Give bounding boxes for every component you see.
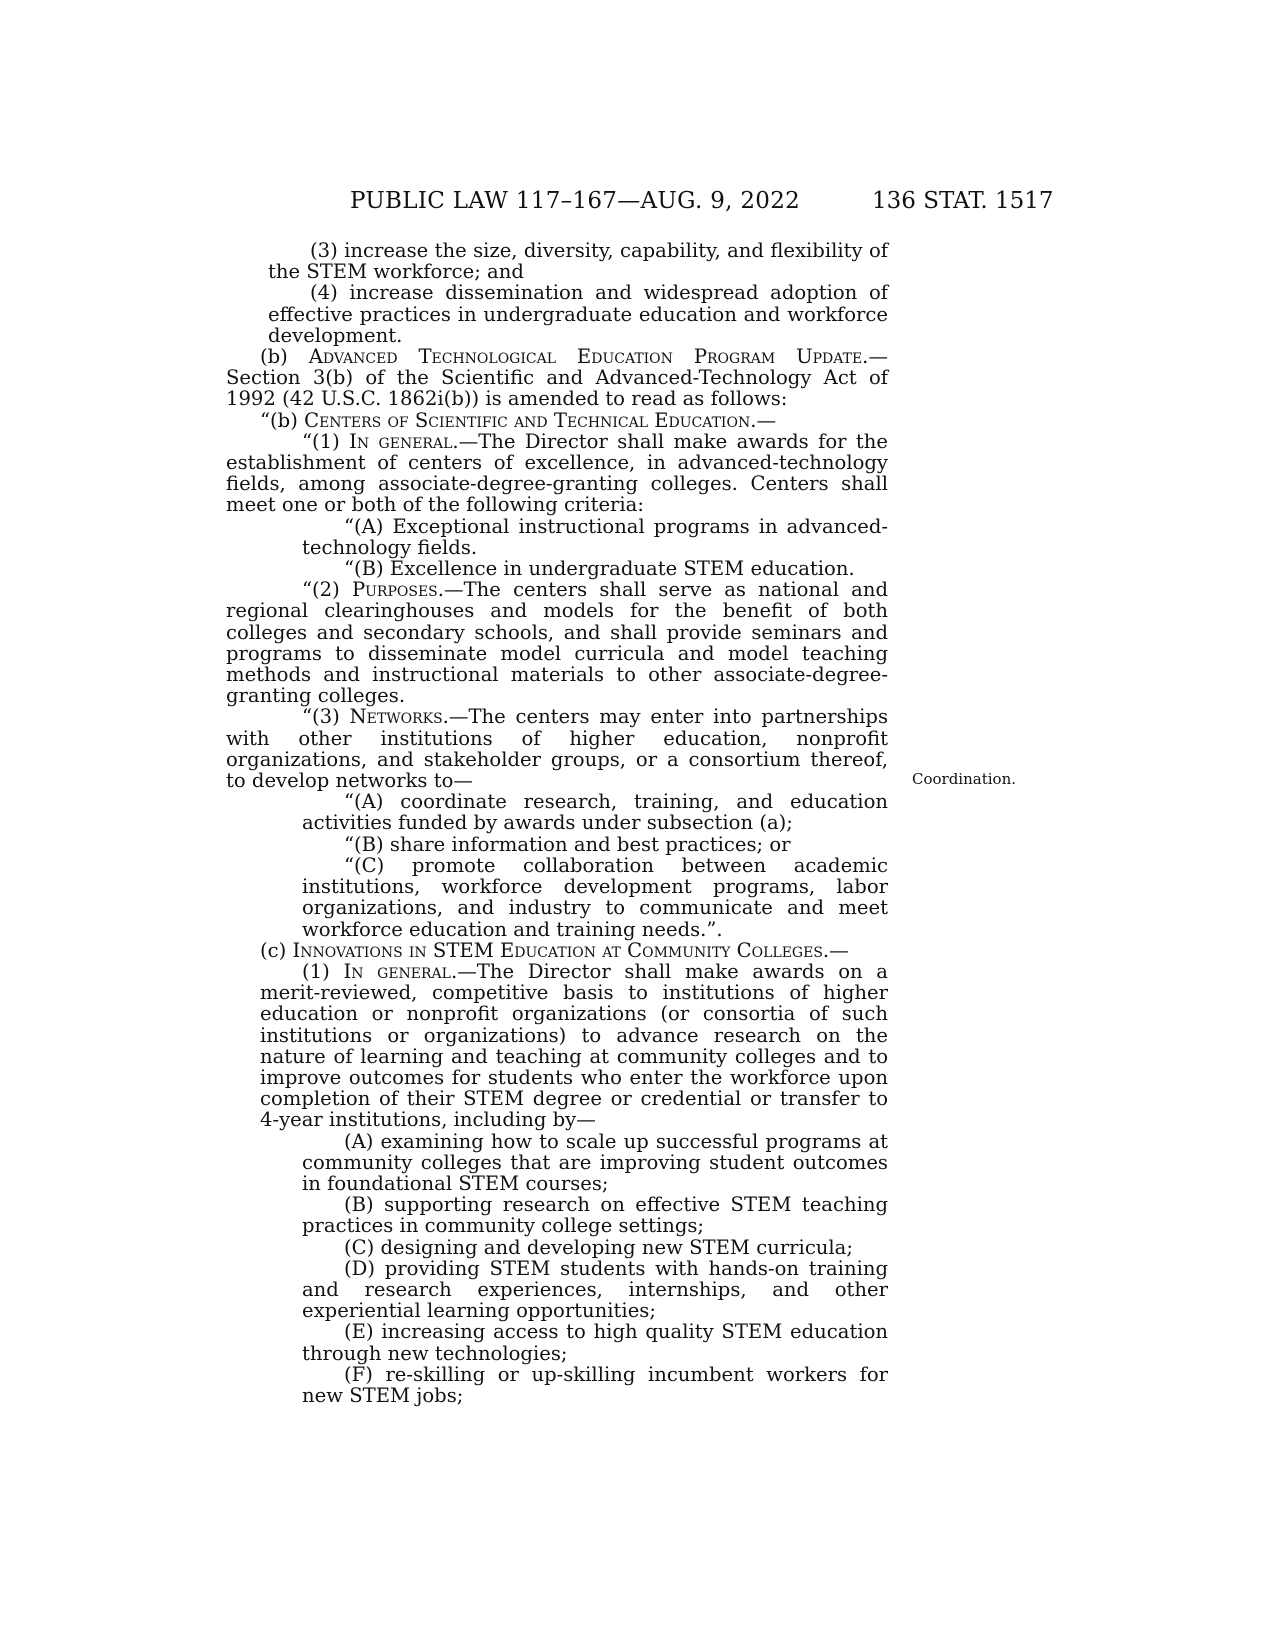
quoted-subparagraph-a: “(A) Exceptional instructional programs in advanced-technology fields. <box>302 514 888 559</box>
quoted-paragraph-1-label: “(1) <box>302 429 350 453</box>
paragraph-4: (4) increase dissemination and widespread adoption of effective practices in undergraduate education and workforce development. <box>268 281 888 347</box>
item-d: (D) providing STEM students with hands-on training and research experiences, internships, and other experiential learning opportunities; <box>302 1256 888 1323</box>
page-header-stat: 136 STAT. 1517 <box>872 188 1054 214</box>
subsection-c-heading: Innovations in STEM Education at Community Colleges. <box>292 938 830 962</box>
subsection-c-paragraph-1-heading: In general. <box>343 959 458 983</box>
subsection-c-paragraph-1-text: —The Director shall make awards on a merit-reviewed, competitive basis to institutions of higher education or nonprofit organizations (or consortia of such institutions or organizations) to advance research on the nature of learning and teaching at community colleges and to improve outcomes for students who enter the workforce upon completion of their STEM degree or credential or transfer to 4-year institutions, including by— <box>260 959 888 1132</box>
subsection-c <box>226 940 888 961</box>
quoted-paragraph-3-label: “(3) <box>302 705 350 729</box>
subsection-c-text: — <box>829 938 849 962</box>
subsection-c-paragraph-1 <box>226 961 888 1131</box>
item-a: (A) examining how to scale up successful programs at community colleges that are improving student outcomes in foundational STEM courses; <box>302 1129 888 1195</box>
quoted-network-b: “(B) share information and best practices; or <box>344 832 791 856</box>
quoted-subparagraph-b: “(B) Excellence in undergraduate STEM education. <box>344 557 855 581</box>
item-e: (E) increasing access to high quality STEM education through new technologies; <box>302 1320 888 1365</box>
paragraph-3: (3) increase the size, diversity, capability, and flexibility of the STEM workforce; and <box>268 239 888 284</box>
quoted-paragraph-3-heading: Networks. <box>349 705 449 729</box>
subsection-b-heading: Advanced Technological Education Program Update. <box>308 345 869 369</box>
quoted-paragraph-3 <box>226 706 888 791</box>
quoted-paragraph-2-label: “(2) <box>302 578 352 602</box>
quoted-paragraph-2-heading: Purposes. <box>351 578 445 602</box>
quoted-paragraph-2-text: —The centers shall serve as national and regional clearinghouses and models for the benefit of both colleges and secondary schools, and shall provide seminars and programs to disseminate model curricula and model teaching methods and instructional materials to other associate-degree-granting colleges. <box>226 578 888 708</box>
quoted-network-c: “(C) promote collaboration between academic institutions, workforce development programs, labor organizations, and industry to communicate and meet workforce education and training needs.”. <box>302 853 888 941</box>
quoted-subsection-b-label: “(b) <box>260 408 305 432</box>
item-c: (C) designing and developing new STEM curricula; <box>344 1235 853 1259</box>
subsection-b-label: (b) <box>260 345 309 369</box>
item-b: (B) supporting research on effective STEM teaching practices in community college settings; <box>302 1193 888 1238</box>
quoted-network-a: “(A) coordinate research, training, and education activities funded by awards under subsection (a); <box>302 790 888 835</box>
subsection-b <box>226 346 888 410</box>
margin-note-coordination: Coordination. <box>912 770 1016 788</box>
subsection-c-label: (c) <box>260 938 293 962</box>
quoted-paragraph-2 <box>226 579 888 706</box>
subsection-c-paragraph-1-label: (1) <box>302 959 344 983</box>
page-header-title: PUBLIC LAW 117–167—AUG. 9, 2022 <box>350 188 801 214</box>
quoted-paragraph-3-text: —The centers may enter into partnerships with other institutions of higher education, nonprofit organizations, and stakeholder groups, or a consortium thereof, to develop networks to— <box>226 705 888 793</box>
quoted-paragraph-1 <box>226 431 888 516</box>
subsection-b-text: —Section 3(b) of the Scientific and Advanced-Technology Act of 1992 (42 U.S.C. 1862i(b)) is amended to read as follows: <box>226 345 888 411</box>
quoted-paragraph-1-heading: In general. <box>349 429 459 453</box>
document-body <box>226 240 888 1406</box>
quoted-subsection-b-heading: Centers of Scientific and Technical Education. <box>304 408 757 432</box>
quoted-paragraph-1-text: —The Director shall make awards for the establishment of centers of excellence, in advanced-technology fields, among associate-degree-granting colleges. Centers shall meet one or both of the following criteria: <box>226 429 888 517</box>
quoted-subsection-b <box>226 410 888 431</box>
quoted-subsection-b-text: — <box>756 408 777 432</box>
item-f: (F) re-skilling or up-skilling incumbent workers for new STEM jobs; <box>302 1362 888 1407</box>
